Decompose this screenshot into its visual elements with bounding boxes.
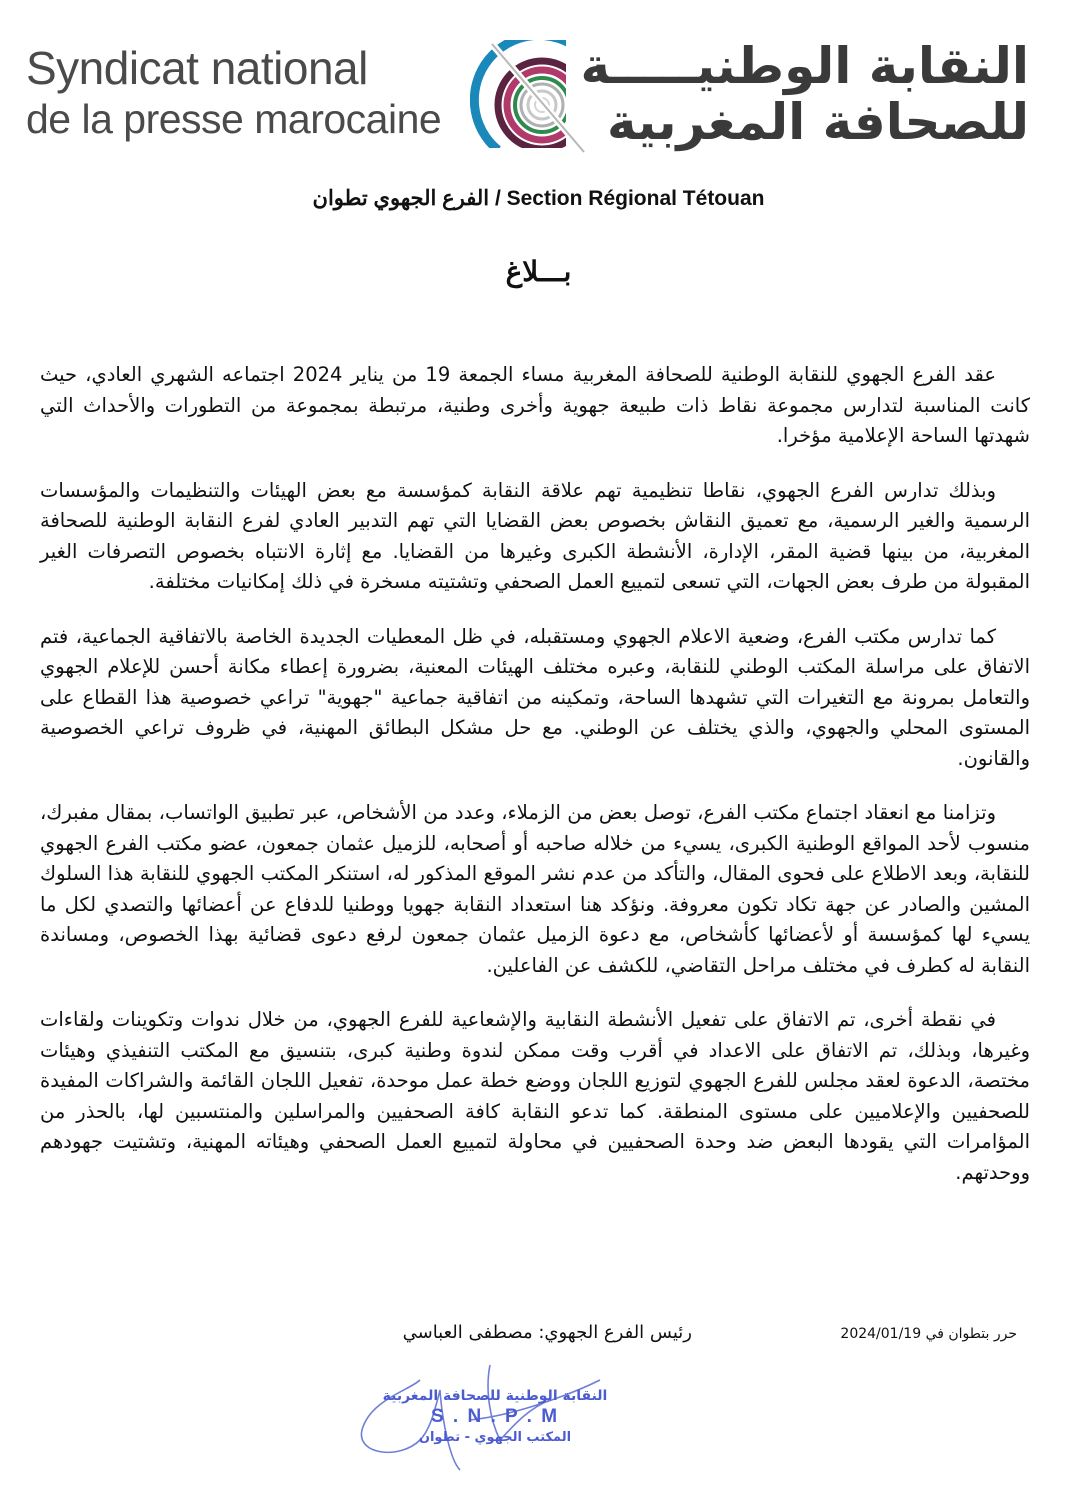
paragraph: وبذلك تدارس الفرع الجهوي، نقاطا تنظيمية تهم علاقة النقابة كمؤسسة مع بعض الهيئات والتنظيمات والمؤسسات الرسمية والغير الرسمية، مع تعميق النقاش بخصوص بعض القضايا التي تهم التدبير العادي لفرع النقابة الوطنية للصحافة المغربية، من بينها قضية المقر، الإدارة، الأنشطة الكبرى وغيرها من القضايا. مع إثارة الانتباه بخصوص التصرفات الغير المقبولة من طرف بعض الجهات، التي تسعى لتمييع العمل الصحفي وتشتيته مسخرة في ذلك إمكانيات مختلفة.	[40, 478, 1030, 593]
president-signatory: رئيس الفرع الجهوي: مصطفى العباسي	[402, 1322, 692, 1343]
org-name-french	[26, 42, 466, 144]
place-and-date: حرر بتطوان في 2024/01/19	[840, 1326, 1017, 1342]
document-body	[40, 360, 1030, 1212]
stamp-office: المكتب الجهوي - تطوان	[418, 1430, 572, 1445]
paragraph: كما تدارس مكتب الفرع، وضعية الاعلام الجهوي ومستقبله، في ظل المعطيات الجديدة الخاصة بالاتفاقية الجماعية، فتم الاتفاق على مراسلة المكتب الوطني للنقابة، وعبره مختلف الهيئات المعنية، بضرورة إعطاء مكانة أحسن للإعلام الجهوي والتعامل بمرونة مع التغيرات التي تشهدها الساحة، وتمكينه من اتفاقية جماعية "جهوية" تراعي خصوصية هذا القطاع على المستوى المحلي والجهوي، والذي يختلف عن الوطني. مع حل مشكل البطائق المهنية، في ظروف تراعي الخصوصية والقانون.	[40, 624, 1030, 770]
paragraph: وتزامنا مع انعقاد اجتماع مكتب الفرع، توصل بعض من الزملاء، وعدد من الأشخاص، عبر تطبيق الواتساب، بمقال مفبرك، منسوب لأحد المواقع الوطنية الكبرى، يسيء من خلاله صاحبه أو أصحابه، للزميل عثمان جمعون، عضو مكتب الفرع الجهوي للنقابة، وبعد الاطلاع على فحوى المقال، والتأكد من عدم نشر الموقع المذكور له، استنكر المكتب الجهوي للنقابة هذا السلوك المشين والصادر عن جهة تكاد تكون معروفة. ونؤكد هنا استعداد النقابة جهويا ووطنيا للدفاع عن أعضائها والتصدي لكل ما يسيء لها كمؤسسة أو لأعضائها كأشخاص، مع دعوة الزميل عثمان جمعون لرفع دعوى قضائية بهذا الخصوص، ومساندة النقابة له كطرف في مختلف مراحل التقاضي، للكشف عن الفاعلين.	[40, 801, 1030, 977]
stamp-acronym: S . N . P . M	[430, 1406, 560, 1427]
org-name-fr-line2: de la presse marocaine	[26, 96, 442, 142]
signature-line	[0, 1322, 1077, 1352]
stamp-org-name: النقابة الوطنية للصحافة المغربية	[382, 1388, 608, 1404]
paragraph: في نقطة أخرى، تم الاتفاق على تفعيل الأنشطة النقابية والإشعاعية للفرع الجهوي، من خلال ندوات وتكوينات ولقاءات وغيرها، وبذلك، تم الاتفاق على الاعداد في أقرب وقت ممكن لندوة وطنية كبرى، بتنسيق مع المكتب التنفيذي وهيئات مختصة، الدعوة لعقد مجلس للفرع الجهوي لتوزيع اللجان ووضع خطة عمل موحدة، تفعيل اللجان القائمة والشراكات المفيدة للصحفيين والإعلاميين على مستوى المنطقة. كما تدعو النقابة كافة الصحفيين والمراسلين والمنتسبين لها، بالحذر من المؤامرات التي يقودها البعض ضد وحدة الصحفيين في محاولة لتمييع العمل الصحفي وهيئاته المهنية، وتشتيت جهودهم ووحدتهم.	[40, 1008, 1030, 1184]
org-name-fr-line1: Syndicat national	[26, 42, 368, 94]
official-stamp	[340, 1360, 670, 1480]
section-heading: الفرع الجهوي تطوان / Section Régional Tétouan	[312, 187, 765, 210]
org-name-ar-line2: للصحافة المغربية	[607, 93, 1029, 151]
org-name-ar-line1: النقابة الوطنيـــــة	[580, 37, 1029, 95]
document-title: بـــلاغ	[505, 255, 572, 288]
paragraph: عقد الفرع الجهوي للنقابة الوطنية للصحافة المغربية مساء الجمعة 19 من يناير 2024 اجتماعه الشهري العادي، حيث كانت المناسبة لتدارس مجموعة نقاط ذات طبيعة جهوية وأخرى وطنية، مرتبطة بمجموعة من التطورات والأحداث التي شهدتها الساحة الإعلامية مؤخرا.	[40, 363, 1030, 447]
org-name-arabic	[559, 38, 1029, 150]
letterhead	[0, 0, 1077, 170]
